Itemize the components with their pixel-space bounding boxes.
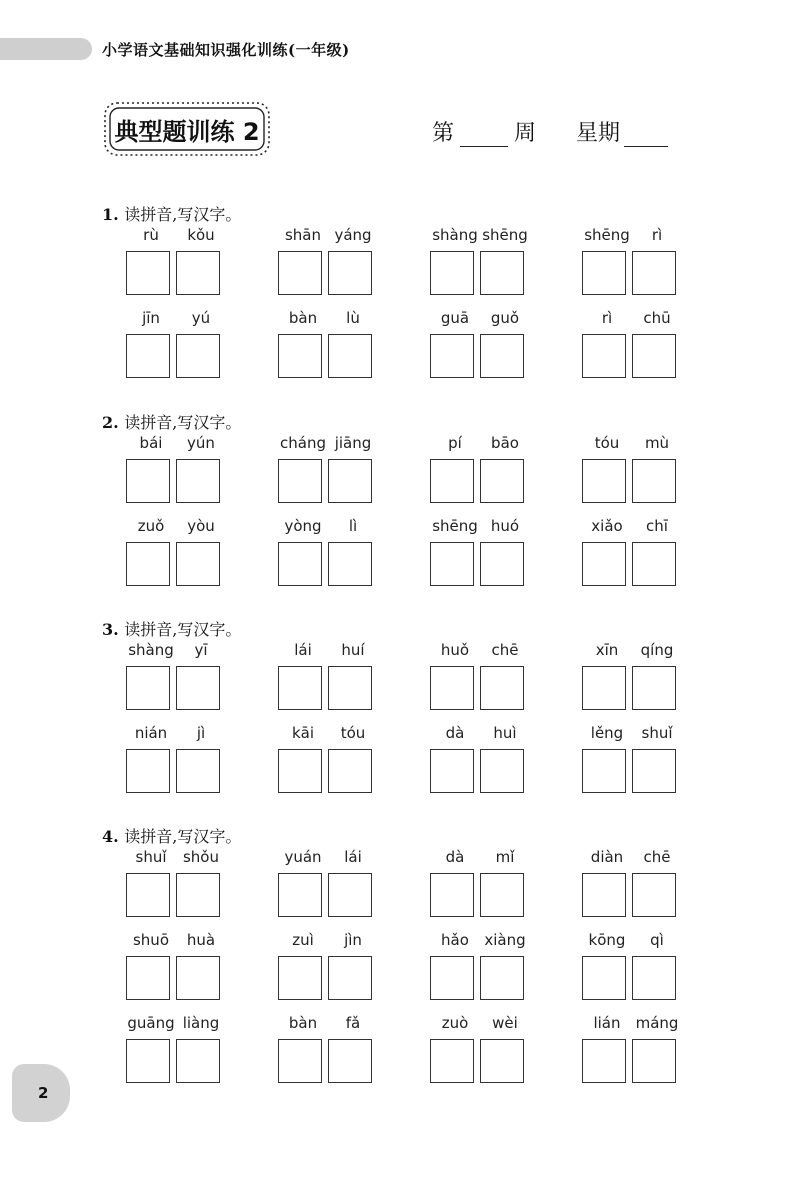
pinyin-label: diàn — [590, 848, 624, 866]
word-group — [126, 724, 226, 796]
pinyin-label: shuō — [132, 931, 169, 949]
character-box[interactable] — [480, 459, 524, 503]
pinyin-label: bái — [139, 434, 163, 452]
character-box[interactable] — [126, 542, 170, 586]
character-box[interactable] — [176, 459, 220, 503]
section-instruction: 读拼音,写汉字。 — [124, 827, 242, 846]
character-box[interactable] — [582, 956, 626, 1000]
character-box[interactable] — [328, 666, 372, 710]
character-box[interactable] — [480, 873, 524, 917]
pinyin-label: kǒu — [187, 226, 215, 244]
character-box[interactable] — [328, 749, 372, 793]
word-group — [126, 1014, 226, 1086]
section-instruction: 读拼音,写汉字。 — [124, 620, 242, 639]
character-box[interactable] — [126, 251, 170, 295]
character-box[interactable] — [480, 956, 524, 1000]
weekday-blank[interactable] — [624, 124, 668, 147]
section-title — [102, 202, 241, 225]
word-group — [430, 724, 530, 796]
week-prefix: 第 — [432, 121, 455, 146]
pinyin-label: zuǒ — [137, 517, 165, 535]
word-group — [582, 226, 682, 298]
character-box[interactable] — [480, 666, 524, 710]
section-title — [102, 617, 241, 640]
pinyin-label: guǒ — [490, 309, 520, 327]
pinyin-label: bāo — [491, 434, 519, 452]
page-number: 2 — [38, 1084, 49, 1102]
book-title: 小学语文基础知识强化训练(一年级) — [102, 41, 350, 59]
word-group — [582, 641, 682, 713]
character-box[interactable] — [126, 1039, 170, 1083]
pinyin-label: tóu — [340, 724, 366, 742]
character-box[interactable] — [126, 873, 170, 917]
character-box[interactable] — [480, 1039, 524, 1083]
pinyin-label: qíng — [640, 641, 674, 659]
pinyin-label: jìn — [344, 931, 362, 949]
section-instruction: 读拼音,写汉字。 — [124, 205, 242, 224]
character-box[interactable] — [176, 542, 220, 586]
character-box[interactable] — [278, 459, 322, 503]
pinyin-label: tóu — [594, 434, 620, 452]
pinyin-label: zuì — [292, 931, 314, 949]
pinyin-label: chē — [643, 848, 671, 866]
character-box[interactable] — [278, 251, 322, 295]
pinyin-label: lián — [593, 1014, 621, 1032]
word-group — [430, 226, 530, 298]
word-group — [126, 434, 226, 506]
pinyin-label: hǎo — [441, 931, 469, 949]
pinyin-label: chē — [491, 641, 519, 659]
header-band — [0, 38, 92, 60]
word-group — [126, 641, 226, 713]
word-group — [430, 434, 530, 506]
pinyin-label: shān — [284, 226, 322, 244]
pinyin-label: wèi — [492, 1014, 518, 1032]
pinyin-label: máng — [635, 1014, 679, 1032]
pinyin-label: yún — [187, 434, 215, 452]
pinyin-label: bàn — [288, 309, 318, 327]
character-box[interactable] — [480, 749, 524, 793]
pinyin-label: kōng — [588, 931, 626, 949]
word-group — [430, 309, 530, 381]
character-box[interactable] — [278, 873, 322, 917]
week-number-blank[interactable] — [460, 124, 508, 147]
character-box[interactable] — [176, 334, 220, 378]
pinyin-label: lì — [348, 517, 358, 535]
word-group — [278, 434, 378, 506]
pinyin-label: fǎ — [345, 1014, 361, 1032]
pinyin-label: jīn — [142, 309, 160, 327]
character-box[interactable] — [430, 1039, 474, 1083]
word-group — [582, 848, 682, 920]
pinyin-label: shēng — [584, 226, 630, 244]
character-box[interactable] — [582, 542, 626, 586]
character-box[interactable] — [176, 956, 220, 1000]
character-box[interactable] — [582, 1039, 626, 1083]
section-title — [102, 410, 241, 433]
pinyin-label: guā — [440, 309, 470, 327]
character-box[interactable] — [126, 334, 170, 378]
word-group — [430, 848, 530, 920]
word-group — [430, 1014, 530, 1086]
word-group — [430, 641, 530, 713]
character-box[interactable] — [480, 334, 524, 378]
word-group — [582, 724, 682, 796]
character-box[interactable] — [176, 251, 220, 295]
pinyin-label: chū — [643, 309, 671, 327]
word-group — [582, 309, 682, 381]
week-info — [432, 116, 668, 147]
pinyin-label: jiāng — [334, 434, 372, 452]
pinyin-label: mù — [644, 434, 670, 452]
pinyin-label: dà — [445, 724, 465, 742]
character-box[interactable] — [430, 666, 474, 710]
character-box[interactable] — [632, 1039, 676, 1083]
character-box[interactable] — [328, 334, 372, 378]
character-box[interactable] — [328, 956, 372, 1000]
pinyin-label: mǐ — [495, 848, 515, 866]
pinyin-label: zuò — [441, 1014, 469, 1032]
character-box[interactable] — [632, 956, 676, 1000]
character-box[interactable] — [582, 749, 626, 793]
pinyin-label: shuǐ — [641, 724, 673, 742]
character-box[interactable] — [176, 1039, 220, 1083]
character-box[interactable] — [582, 334, 626, 378]
character-box[interactable] — [126, 749, 170, 793]
word-group — [278, 226, 378, 298]
character-box[interactable] — [632, 666, 676, 710]
character-box[interactable] — [582, 251, 626, 295]
section-instruction: 读拼音,写汉字。 — [124, 413, 242, 432]
pinyin-label: shēng — [432, 517, 478, 535]
word-group — [582, 931, 682, 1003]
pinyin-label: lěng — [590, 724, 624, 742]
word-group — [126, 517, 226, 589]
character-box[interactable] — [126, 666, 170, 710]
character-box[interactable] — [430, 542, 474, 586]
pinyin-label: yòng — [284, 517, 322, 535]
pinyin-label: rì — [601, 309, 613, 327]
week-suffix: 周 — [514, 121, 537, 146]
word-group — [278, 517, 378, 589]
weekday-label: 星期 — [576, 121, 621, 146]
character-box[interactable] — [632, 251, 676, 295]
pinyin-label: shàng — [432, 226, 478, 244]
character-box[interactable] — [278, 334, 322, 378]
pinyin-label: qì — [650, 931, 664, 949]
character-box[interactable] — [480, 542, 524, 586]
character-box[interactable] — [430, 956, 474, 1000]
character-box[interactable] — [176, 666, 220, 710]
pinyin-label: huì — [493, 724, 517, 742]
word-group — [582, 434, 682, 506]
character-box[interactable] — [176, 873, 220, 917]
word-group — [430, 931, 530, 1003]
word-group — [582, 517, 682, 589]
pinyin-label: shǒu — [182, 848, 219, 866]
character-box[interactable] — [632, 459, 676, 503]
word-group — [126, 848, 226, 920]
pinyin-label: yáng — [334, 226, 372, 244]
word-group — [278, 309, 378, 381]
pinyin-label: lái — [344, 848, 362, 866]
pinyin-label: yú — [191, 309, 211, 327]
word-group — [278, 641, 378, 713]
word-group — [582, 1014, 682, 1086]
character-box[interactable] — [632, 749, 676, 793]
pinyin-label: yī — [194, 641, 208, 659]
word-group — [126, 309, 226, 381]
word-group — [126, 226, 226, 298]
pinyin-label: rù — [143, 226, 159, 244]
character-box[interactable] — [328, 1039, 372, 1083]
pinyin-label: huǒ — [440, 641, 470, 659]
character-box[interactable] — [176, 749, 220, 793]
pinyin-label: huí — [341, 641, 365, 659]
character-box[interactable] — [278, 956, 322, 1000]
character-box[interactable] — [430, 873, 474, 917]
pinyin-label: huà — [186, 931, 216, 949]
character-box[interactable] — [632, 542, 676, 586]
pinyin-label: xiàng — [484, 931, 526, 949]
character-box[interactable] — [328, 873, 372, 917]
pinyin-label: cháng — [280, 434, 326, 452]
character-box[interactable] — [430, 334, 474, 378]
character-box[interactable] — [328, 542, 372, 586]
pinyin-label: lái — [294, 641, 312, 659]
section-number: 4. — [102, 827, 119, 846]
pinyin-label: guāng — [127, 1014, 175, 1032]
pinyin-label: lù — [346, 309, 360, 327]
exercise-title-frame — [102, 100, 272, 158]
character-box[interactable] — [278, 542, 322, 586]
character-box[interactable] — [582, 873, 626, 917]
character-box[interactable] — [328, 459, 372, 503]
pinyin-label: kāi — [291, 724, 315, 742]
pinyin-label: dà — [445, 848, 465, 866]
pinyin-label: xīn — [595, 641, 619, 659]
word-group — [278, 931, 378, 1003]
section-number: 1. — [102, 205, 119, 224]
character-box[interactable] — [430, 251, 474, 295]
word-group — [430, 517, 530, 589]
pinyin-label: xiǎo — [591, 517, 623, 535]
character-box[interactable] — [582, 459, 626, 503]
character-box[interactable] — [126, 956, 170, 1000]
character-box[interactable] — [126, 459, 170, 503]
word-group — [126, 931, 226, 1003]
character-box[interactable] — [278, 749, 322, 793]
character-box[interactable] — [430, 749, 474, 793]
pinyin-label: shēng — [482, 226, 528, 244]
character-box[interactable] — [430, 459, 474, 503]
section-number: 2. — [102, 413, 119, 432]
character-box[interactable] — [480, 251, 524, 295]
character-box[interactable] — [632, 873, 676, 917]
section-number: 3. — [102, 620, 119, 639]
pinyin-label: liàng — [182, 1014, 220, 1032]
exercise-title: 典型题训练 2 — [114, 117, 260, 146]
pinyin-label: chī — [646, 517, 668, 535]
word-group — [278, 848, 378, 920]
character-box[interactable] — [328, 251, 372, 295]
pinyin-label: bàn — [288, 1014, 318, 1032]
pinyin-label: rì — [651, 226, 663, 244]
character-box[interactable] — [632, 334, 676, 378]
word-group — [278, 724, 378, 796]
pinyin-label: shuǐ — [135, 848, 167, 866]
pinyin-label: yòu — [187, 517, 215, 535]
pinyin-label: shàng — [128, 641, 174, 659]
word-group — [278, 1014, 378, 1086]
section-title — [102, 824, 241, 847]
character-box[interactable] — [278, 666, 322, 710]
pinyin-label: yuán — [284, 848, 322, 866]
pinyin-label: huó — [490, 517, 520, 535]
pinyin-label: pí — [448, 434, 462, 452]
character-box[interactable] — [582, 666, 626, 710]
character-box[interactable] — [278, 1039, 322, 1083]
pinyin-label: jì — [196, 724, 206, 742]
pinyin-label: nián — [134, 724, 168, 742]
